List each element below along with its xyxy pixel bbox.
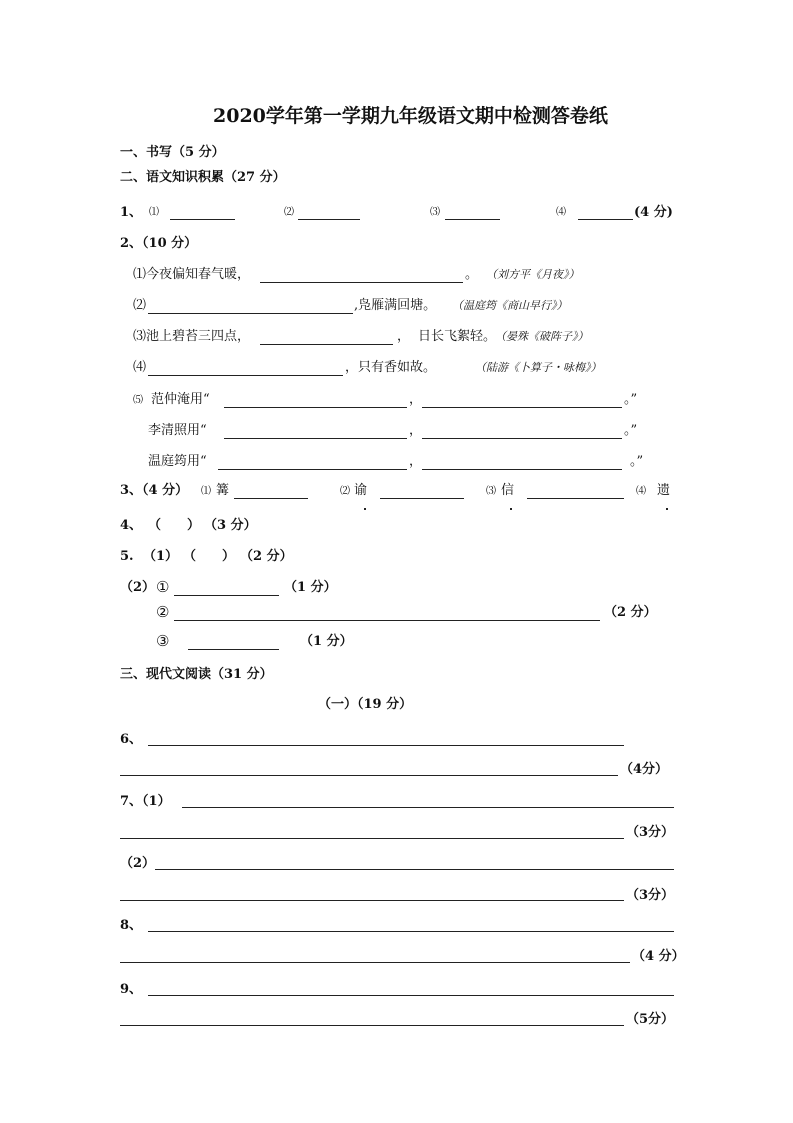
q1-answer-blank-2[interactable]	[298, 219, 360, 220]
q9-label: 9、	[120, 982, 143, 997]
q1-part4-marker: ⑷	[556, 207, 566, 218]
q9-answer-line-1[interactable]	[148, 995, 674, 996]
section-writing: 一、书写（5 分）	[120, 145, 225, 160]
q2-line5-comma: ，	[409, 392, 423, 407]
q3-part2-marker: ⑵	[340, 486, 350, 497]
section-knowledge: 二、语文知识积累（27 分）	[120, 170, 286, 185]
q2-line6-blank-2[interactable]	[422, 438, 622, 439]
q6-label: 6、	[120, 732, 143, 747]
q5-sub2-score: （2 分）	[604, 605, 657, 620]
q9-score: （5分）	[626, 1012, 675, 1027]
q1-answer-blank-3[interactable]	[445, 219, 500, 220]
q2-line5-blank-1[interactable]	[224, 407, 407, 408]
q3-char-4-emphasis-dot	[666, 508, 668, 510]
q8-score: （4 分）	[632, 949, 685, 964]
q3-char-3-emphasis-dot	[510, 508, 512, 510]
q2-line3-blank[interactable]	[260, 344, 393, 345]
subsection-one: （一）（19 分）	[318, 697, 413, 712]
section-reading: 三、现代文阅读（31 分）	[120, 667, 273, 682]
q2-line1-source: （刘方平《月夜》）	[486, 268, 580, 281]
q1-score: (4 分)	[634, 205, 673, 220]
q7-part2-line-2[interactable]	[120, 900, 624, 901]
q6-answer-line-2[interactable]	[120, 775, 618, 776]
q5-sub1-blank[interactable]	[174, 595, 279, 596]
q5-sub3-marker: ③	[156, 632, 170, 650]
q9-answer-line-2[interactable]	[120, 1025, 624, 1026]
q1-answer-blank-4[interactable]	[578, 219, 633, 220]
q2-line6-comma: ，	[409, 423, 423, 438]
q2-line2-text: ,凫雁满回塘。	[354, 298, 437, 313]
q3-char-1: 篝	[216, 483, 230, 498]
q1-part1-marker: ⑴	[149, 207, 159, 218]
q5-sub1-marker: ①	[156, 578, 170, 596]
q2-line3-source: （晏殊《破阵子》）	[495, 330, 589, 343]
q8-answer-line-1[interactable]	[148, 931, 674, 932]
q5-part1-answer-paren[interactable]: （ ）	[183, 549, 236, 564]
q1-part3-marker: ⑶	[430, 207, 440, 218]
q5-sub3-score: （1 分）	[300, 634, 353, 649]
q2-line2-marker: ⑵	[133, 298, 147, 313]
q2-line4-source: （陆游《卜算子・咏梅》）	[475, 361, 602, 374]
q1-part2-marker: ⑵	[284, 207, 294, 218]
q5-sub2-marker: ②	[156, 603, 170, 621]
q5-label: 5.	[120, 549, 134, 564]
q3-char-2: 谕	[354, 483, 368, 498]
q5-sub3-blank[interactable]	[188, 649, 279, 650]
q3-char-3: 信	[501, 483, 515, 498]
q2-line4-text: ，只有香如故。	[345, 360, 437, 375]
q3-part1-marker: ⑴	[201, 486, 211, 497]
q2-line4-blank[interactable]	[148, 375, 343, 376]
q5-part1-score: （2 分）	[240, 549, 293, 564]
q3-answer-blank-1[interactable]	[234, 498, 308, 499]
q7-label: 7、（1）	[120, 794, 171, 809]
q5-sub1-score: （1 分）	[284, 580, 337, 595]
q8-label: 8、	[120, 918, 143, 933]
q5-part2-label: （2）	[120, 580, 156, 595]
q4-score: （3 分）	[204, 518, 257, 533]
q3-char-2-emphasis-dot	[364, 508, 366, 510]
q2-line7-comma: ，	[409, 454, 423, 469]
q3-answer-blank-3[interactable]	[527, 498, 624, 499]
q7-part2-score: （3分）	[626, 888, 675, 903]
q2-line5-marker: ⑸	[133, 395, 143, 406]
q2-line5-blank-2[interactable]	[422, 407, 622, 408]
q4-answer-paren[interactable]: （ ）	[148, 518, 201, 533]
q2-line5-prompt: 范仲淹用“	[151, 392, 210, 407]
q7-part1-line-1[interactable]	[182, 807, 674, 808]
q2-line3-comma: ，	[397, 329, 411, 344]
q2-line1-prompt: ⑴今夜偏知春气暖，	[133, 267, 251, 282]
q5-part1-label: （1）	[143, 549, 179, 564]
q6-answer-line-1[interactable]	[148, 745, 624, 746]
q2-line1-blank[interactable]	[260, 282, 463, 283]
q6-score: （4分）	[620, 762, 669, 777]
q2-line1-end: 。	[465, 267, 479, 282]
q2-line7-blank-2[interactable]	[422, 469, 622, 470]
q2-line6-end: 。”	[624, 423, 638, 438]
q4-label: 4、	[120, 518, 143, 533]
q7-part1-score: （3分）	[626, 825, 675, 840]
q8-answer-line-2[interactable]	[120, 962, 630, 963]
q7-part2-line-1[interactable]	[155, 869, 674, 870]
q2-line7-end: 。”	[630, 454, 644, 469]
q2-line6-blank-1[interactable]	[224, 438, 407, 439]
q2-line4-marker: ⑷	[133, 360, 147, 375]
q2-line3-prompt: ⑶池上碧苔三四点，	[133, 329, 251, 344]
q2-line2-blank[interactable]	[148, 313, 353, 314]
q3-part4-marker: ⑷	[636, 486, 646, 497]
q3-char-4: 遗	[657, 483, 671, 498]
q2-line6-prompt: 李清照用“	[148, 423, 207, 438]
q5-sub2-blank[interactable]	[174, 620, 600, 621]
q2-line3-text: 日长飞絮轻。	[418, 329, 497, 344]
q7-part2-label: （2）	[120, 856, 156, 871]
q3-part3-marker: ⑶	[486, 486, 496, 497]
q1-label: 1、	[120, 205, 143, 220]
q2-line7-prompt: 温庭筠用“	[148, 454, 207, 469]
q3-label: 3、（4 分）	[120, 483, 189, 498]
q2-label: 2、（10 分）	[120, 236, 198, 251]
q2-line7-blank-1[interactable]	[218, 469, 407, 470]
q3-answer-blank-2[interactable]	[380, 498, 464, 499]
page-title: 2020学年第一学期九年级语文期中检测答卷纸	[213, 105, 608, 127]
q2-line2-source: （温庭筠《商山早行》）	[452, 299, 568, 312]
q1-answer-blank-1[interactable]	[170, 219, 235, 220]
q2-line5-end: 。”	[624, 392, 638, 407]
q7-part1-line-2[interactable]	[120, 838, 624, 839]
